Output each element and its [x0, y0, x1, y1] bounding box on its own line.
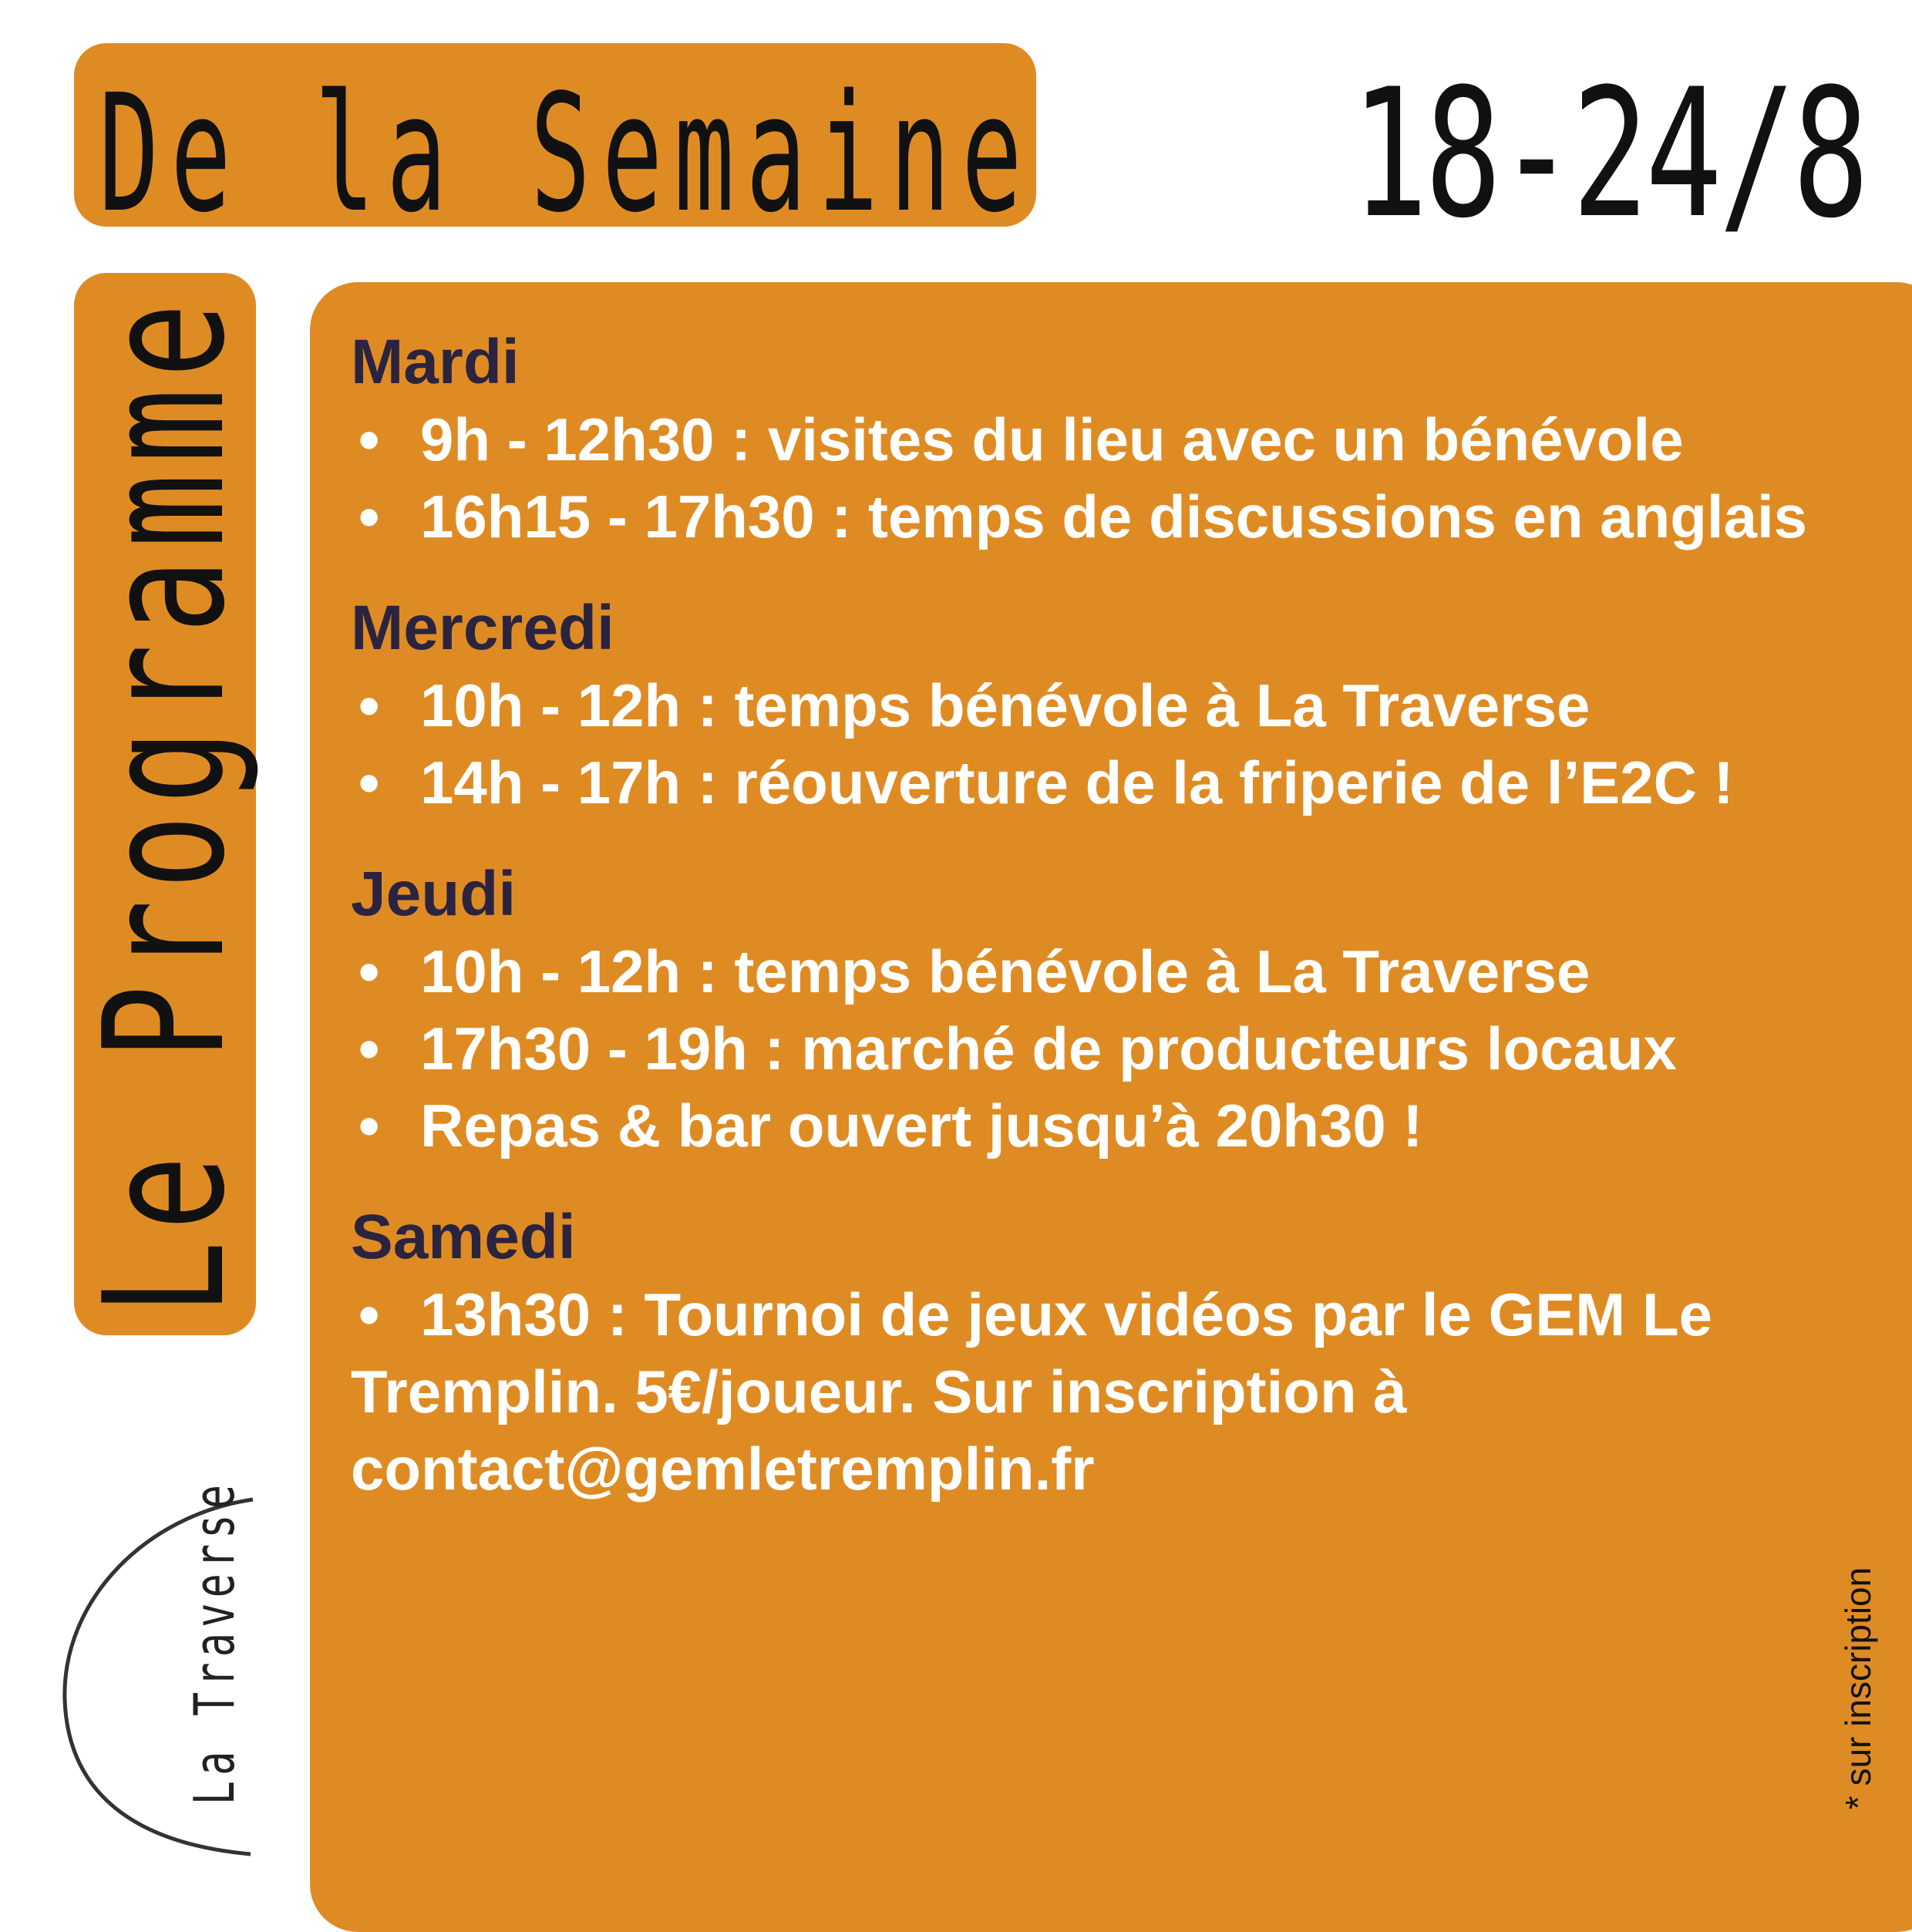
schedule-item [351, 478, 1823, 555]
item-text: 13h30 : Tournoi de jeux vidéos par le GEM Le Tremplin. 5€/joueur. Sur inscription à contact@gemletremplin.fr [351, 1281, 1712, 1503]
side-title: Le Programme [68, 292, 261, 1316]
item-text: 17h30 - 19h : marché de producteurs locaux [420, 1015, 1677, 1082]
schedule-item [351, 1087, 1823, 1164]
bullet: • [358, 671, 380, 739]
bullet: • [358, 749, 380, 816]
item-text: 9h - 12h30 : visites du lieu avec un bénévole [420, 406, 1684, 473]
bullet: • [358, 406, 380, 473]
day-section-samedi [351, 1199, 1823, 1507]
date-range: 18-24/8 [1351, 52, 1866, 257]
schedule-item [351, 401, 1823, 478]
logo-text: La Traverse [182, 1479, 247, 1806]
footnote: * sur inscription [1838, 1567, 1878, 1810]
day-label: Samedi [351, 1202, 576, 1272]
la-traverse-logo-icon [54, 1492, 285, 1862]
bullet: • [358, 937, 380, 1005]
day-label: Jeudi [351, 859, 517, 929]
bullet: • [358, 483, 380, 550]
day-section-mercredi [351, 590, 1823, 821]
schedule-list [351, 324, 1823, 1542]
day-label: Mardi [351, 327, 520, 397]
day-section-jeudi [351, 856, 1823, 1164]
day-label: Mercredi [351, 593, 614, 663]
schedule-item [351, 1276, 1823, 1507]
schedule-item [351, 933, 1823, 1010]
header-title: De la Semaine [99, 59, 1034, 248]
day-section-mardi [351, 324, 1823, 555]
schedule-item [351, 1010, 1823, 1087]
schedule-item [351, 667, 1823, 744]
item-text: Repas & bar ouvert jusqu’à 20h30 ! [420, 1092, 1423, 1160]
bullet: • [358, 1092, 380, 1160]
bullet: • [358, 1281, 380, 1348]
item-text: 10h - 12h : temps bénévole à La Traverse [420, 671, 1591, 739]
item-text: 16h15 - 17h30 : temps de discussions en anglais [420, 483, 1808, 550]
bullet: • [358, 1015, 380, 1082]
item-text: 10h - 12h : temps bénévole à La Traverse [420, 937, 1591, 1005]
schedule-item [351, 744, 1823, 821]
item-text: 14h - 17h : réouverture de la friperie de l’E2C ! [420, 749, 1734, 816]
